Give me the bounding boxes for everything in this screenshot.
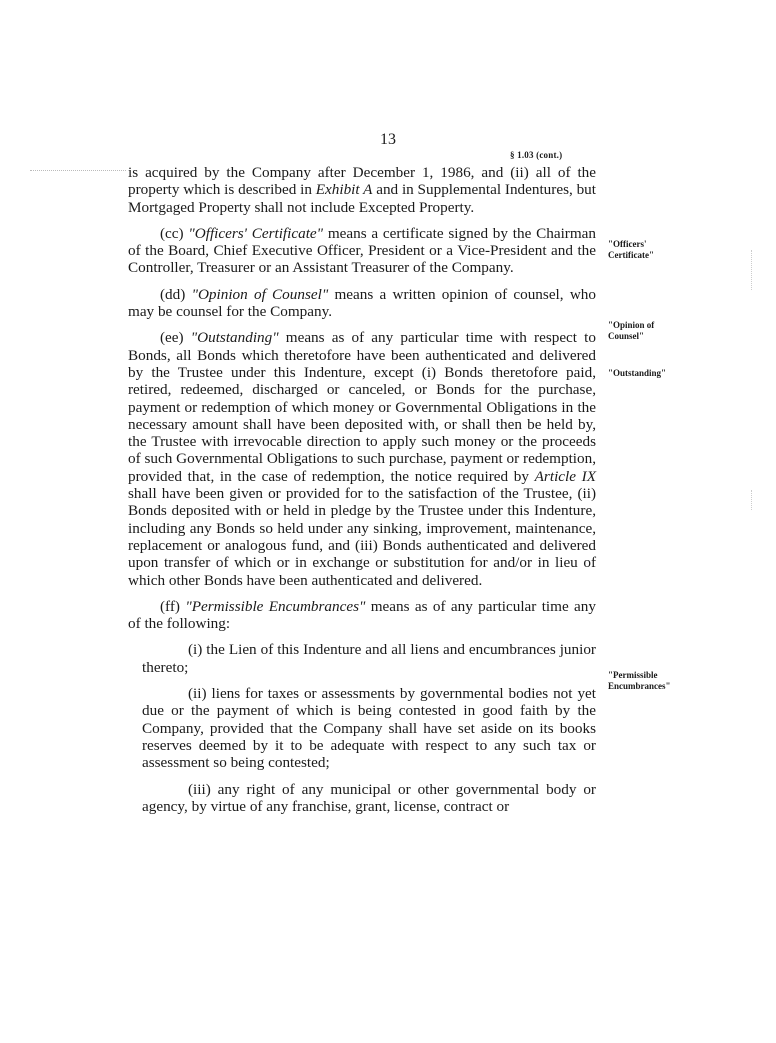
margin-note-officers-certificate: "Officers' Certificate" (608, 239, 654, 260)
scan-artifact (751, 250, 753, 290)
section-reference: § 1.03 (cont.) (510, 150, 563, 160)
paragraph-continuation: is acquired by the Company after December 1, 1986, and (ii) all of the property which is described in Exhibit A and in Supplemental Indentures, but Mortgaged Property shall not include Excepted Property. (128, 164, 596, 216)
defined-term: "Officers' Certificate" (188, 224, 324, 242)
clause-ii: (ii) liens for taxes or assessments by governmental bodies not yet due or the payment of which is being contested in good faith by the Company, provided that the Company shall have set aside on its books reserves deemed by it to be adequate with respect to any such tax or assessment so being contested; (142, 685, 596, 772)
margin-note-opinion-of-counsel: "Opinion of Counsel" (608, 320, 655, 341)
defined-term: "Permissible Encumbrances" (185, 597, 366, 615)
scan-artifact (751, 490, 753, 510)
margin-note-outstanding: "Outstanding" (608, 368, 667, 378)
definition-outstanding: (ee) "Outstanding" means as of any particular time with respect to Bonds, all Bonds which theretofore have been authenticated and delivered by the Trustee under this Indenture, except (i) Bonds theretofore paid, retired, redeemed, discharged or canceled, or Bonds for the purchase, payment or redemption of which money or Governmental Obligations in the necessary amount shall have been deposited with, or shall then be held by, the Trustee with irrevocable direction to apply such money or the proceeds of such Governmental Obligations to such purchase, payment or redemption, provided that, in the case of redemption, the notice required by Article IX shall have been given or provided for to the satisfaction of the Trustee, (ii) Bonds deposited with or held in pledge by the Trustee under this Indenture, including any Bonds so held under any sinking, improvement, maintenance, replacement or analogous fund, and (iii) Bonds authenticated and delivered upon transfer of which or in exchange or substitution for and/or in lieu of which other Bonds have been authenticated and delivered. (128, 329, 597, 589)
defined-term: "Opinion of Counsel" (191, 285, 329, 303)
definition-opinion-of-counsel: (dd) "Opinion of Counsel" means a written opinion of counsel, who may be counsel for the Company. (128, 285, 596, 321)
scan-artifact (30, 170, 126, 172)
document-body (128, 164, 596, 824)
definition-officers-certificate: (cc) "Officers' Certificate" means a certificate signed by the Chairman of the Board, Chief Executive Officer, President or a Vice-President and the Controller, Treasurer or an Assistant Treasurer of the Company. (128, 224, 596, 277)
margin-note-permissible-encumbrances: "Permissible Encumbrances" (608, 670, 671, 691)
defined-term: "Outstanding" (190, 329, 279, 347)
clause-iii: (iii) any right of any municipal or other governmental body or agency, by virtue of any franchise, grant, license, contract or (142, 780, 596, 815)
page-number: 13 (380, 131, 396, 148)
definition-permissible-encumbrances: (ff) "Permissible Encumbrances" means as of any particular time any of the following: (128, 597, 596, 633)
clause-i: (i) the Lien of this Indenture and all liens and encumbrances junior thereto; (142, 641, 596, 676)
